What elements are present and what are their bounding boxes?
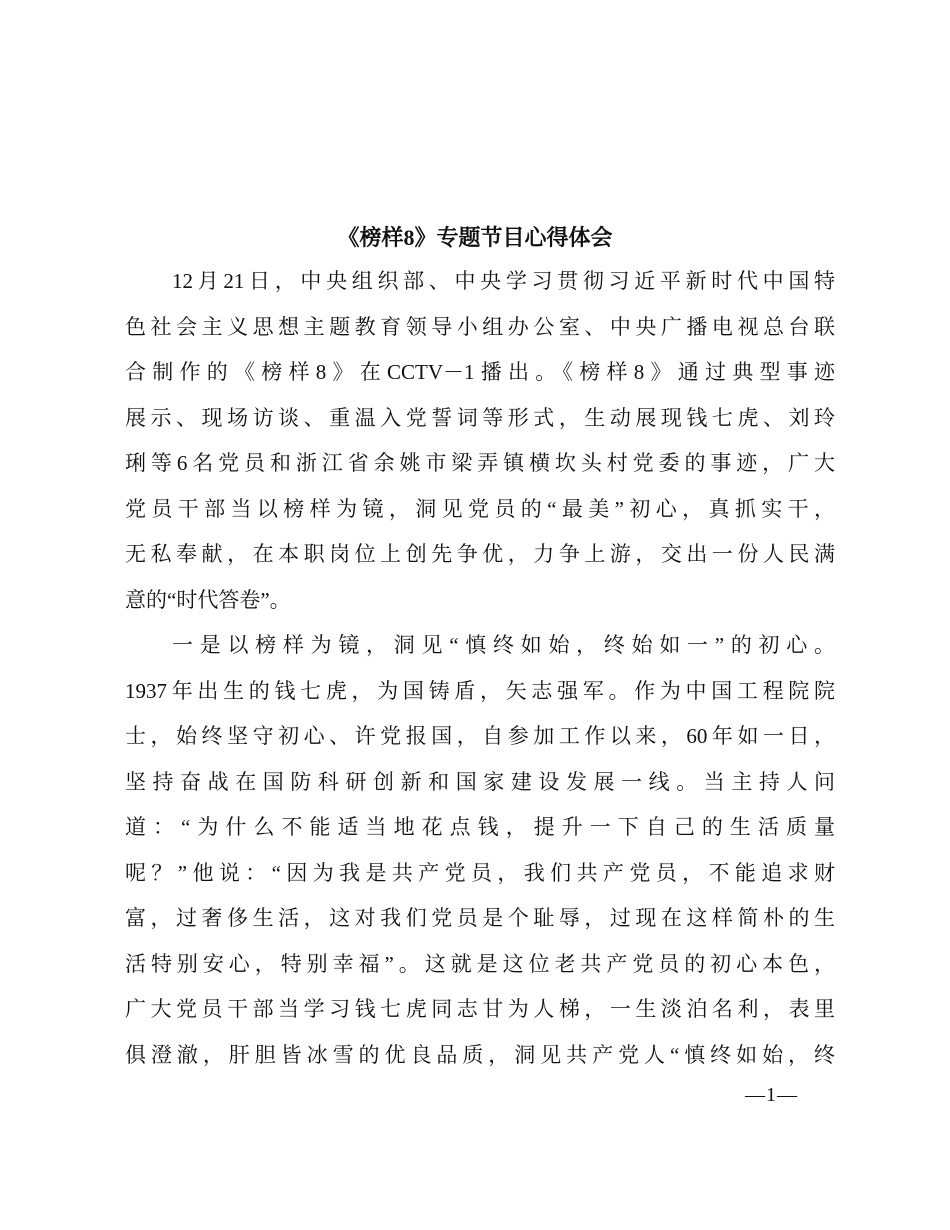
- text-line: 展示、现场访谈、重温入党誓词等形式，生动展现钱七虎、刘玲: [125, 405, 835, 430]
- text-line: 琍等6名党员和浙江省余姚市梁弄镇横坎头村党委的事迹，广大: [125, 451, 835, 475]
- document-body: [125, 259, 835, 1078]
- text-line: 俱澄澈，肝胆皆冰雪的优良品质，洞见共产党人“慎终如始，终: [125, 1042, 835, 1067]
- text-line: 道：“为什么不能适当地花点钱，提升一下自己的生活质量: [125, 815, 835, 839]
- text-line: 无私奉献，在本职岗位上创先争优，力争上游，交出一份人民满: [125, 542, 835, 566]
- paragraph: [125, 623, 835, 1078]
- paragraph: [125, 259, 835, 623]
- text-line: 色社会主义思想主题教育领导小组办公室、中央广播电视总台联: [125, 314, 835, 339]
- text-line: 士，始终坚守初心、许党报国，自参加工作以来，60年如一日，: [125, 724, 835, 748]
- text-line: 富，过奢侈生活，这对我们党员是个耻辱，过现在这样简朴的生: [125, 906, 835, 930]
- text-line: 1937年出生的钱七虎，为国铸盾，矢志强军。作为中国工程院院: [125, 678, 835, 703]
- document-title: 《榜样8》专题节目心得体会: [337, 225, 613, 250]
- text-line: 一是以榜样为镜，洞见“慎终如始，终始如一”的初心。: [172, 633, 835, 657]
- text-line: 合制作的《榜样8》在CCTV－1播出。《榜样8》通过典型事迹: [125, 360, 835, 384]
- text-line: 坚持奋战在国防科研创新和国家建设发展一线。当主持人问: [125, 769, 835, 794]
- text-line: 广大党员干部当学习钱七虎同志甘为人梯，一生淡泊名利，表里: [125, 997, 835, 1021]
- text-line: 12月21日，中央组织部、中央学习贯彻习近平新时代中国特: [172, 269, 835, 293]
- page-number: —1—: [745, 1084, 798, 1106]
- text-line: 活特别安心，特别幸福”。这就是这位老共产党员的初心本色，: [125, 951, 835, 976]
- text-line: 呢？”他说：“因为我是共产党员，我们共产党员，不能追求财: [125, 860, 835, 885]
- text-line: 党员干部当以榜样为镜，洞见党员的“最美”初心，真抓实干，: [125, 496, 835, 521]
- text-line: 意的“时代答卷”。: [125, 587, 291, 612]
